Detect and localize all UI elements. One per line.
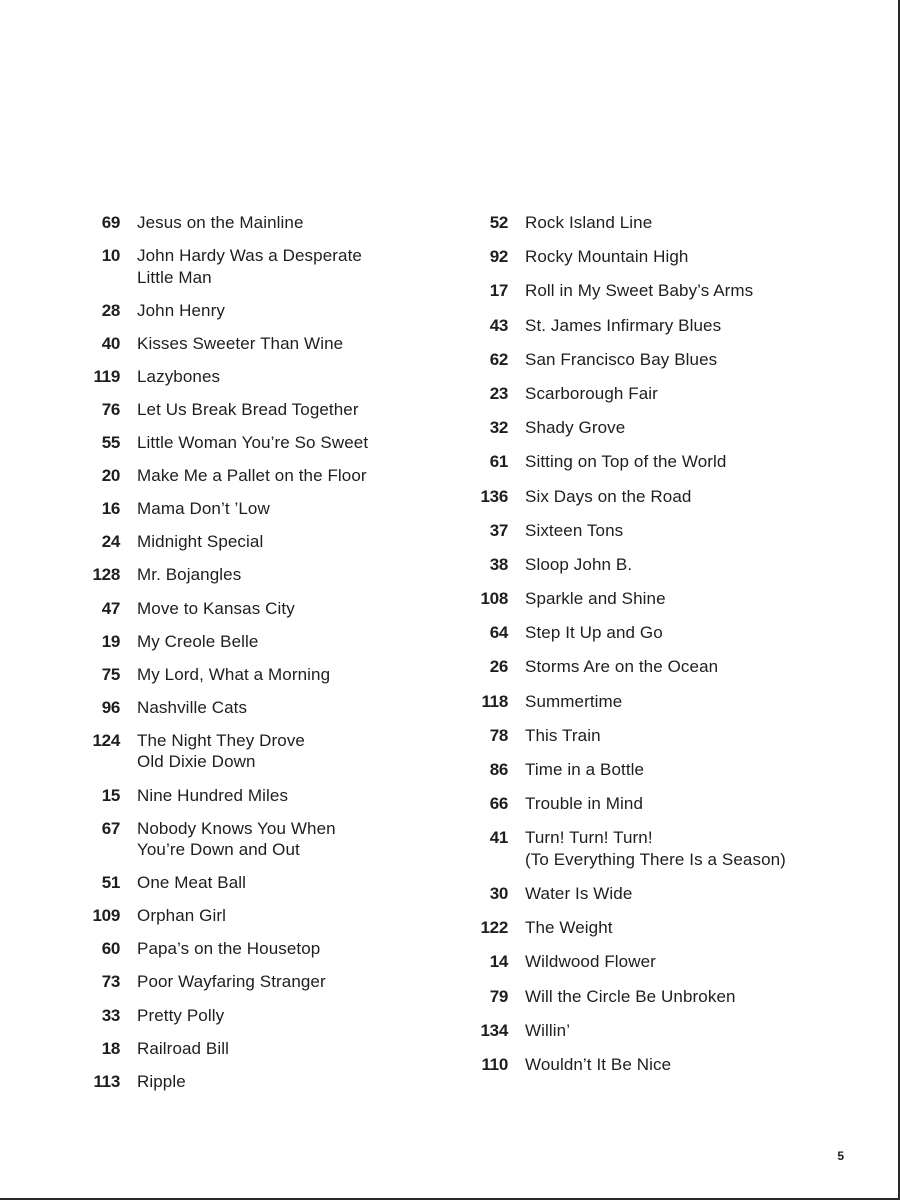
toc-entry-title: Midnight Special [137,532,264,552]
toc-entry-title: Willin’ [525,1020,571,1040]
toc-entry-page-number: 92 [489,247,508,267]
toc-entry [468,827,848,870]
toc-entry-page-number: 47 [101,598,120,618]
toc-entry-page-number: 113 [93,1071,120,1091]
toc-entry-title: The Night They Drove Old Dixie Down [137,730,305,772]
toc-entry-page-number: 52 [489,213,508,232]
toc-entry [80,1005,450,1027]
toc-entry-title: Trouble in Mind [525,794,644,814]
toc-entry-page-number: 55 [101,433,120,453]
toc-entry-page-number: 41 [489,828,508,848]
toc-entry [468,554,848,576]
toc-entry-page-number: 60 [101,939,120,959]
toc-entry-page-number: 14 [489,952,508,972]
toc-entry-title: Poor Wayfaring Stranger [137,972,326,992]
toc-entry-title: Turn! Turn! Turn! (To Everything There Is a Season) [525,828,786,869]
toc-entry-title: Rock Island Line [525,213,653,232]
toc-entry-title: Pretty Polly [137,1005,225,1025]
toc-entry-title: Rocky Mountain High [525,247,689,267]
toc-entry-page-number: 32 [489,418,508,438]
toc-entry-title: Nine Hundred Miles [137,785,289,805]
toc-entry [468,315,848,337]
toc-entry-title: Orphan Girl [137,906,226,926]
toc-entry-title: Move to Kansas City [137,598,295,618]
toc-entry-title: St. James Infirmary Blues [525,315,722,335]
toc-entry-title: The Weight [525,918,613,938]
toc-entry-page-number: 43 [489,315,508,335]
toc-entry [80,905,450,927]
toc-entry-page-number: 134 [480,1020,508,1040]
toc-entry [80,366,450,388]
toc-entry-title: Wouldn’t It Be Nice [525,1055,672,1074]
toc-entry-page-number: 108 [480,589,508,609]
toc-entry-page-number: 119 [93,366,120,386]
toc-entry [468,951,848,973]
toc-entry-page-number: 17 [489,281,508,301]
toc-entry-page-number: 37 [489,520,508,540]
toc-entry-title: Six Days on the Road [525,486,692,506]
toc-entry-title: Sixteen Tons [525,520,624,540]
toc-entry-title: Sloop John B. [525,554,633,574]
toc-entry-title: Mama Don’t ’Low [137,499,270,519]
toc-entry-page-number: 23 [489,383,508,403]
toc-entry [80,938,450,960]
toc-entry [80,631,450,653]
toc-entry [468,486,848,508]
toc-entry-page-number: 118 [481,691,508,711]
toc-entry-page-number: 28 [101,300,120,320]
toc-entry [80,697,450,719]
toc-entry-title: Lazybones [137,366,221,386]
toc-entry-page-number: 30 [489,884,508,904]
toc-entry [80,245,450,288]
toc-entry [468,246,848,268]
toc-entry-page-number: 10 [101,246,120,266]
toc-entry [80,785,450,807]
toc-entry-page-number: 110 [481,1055,508,1074]
toc-entry-page-number: 16 [101,499,120,519]
toc-entry-page-number: 79 [489,986,508,1006]
toc-entry-title: Nobody Knows You When You’re Down and Out [137,818,336,860]
toc-entry-page-number: 19 [101,631,120,651]
toc-entry [80,664,450,686]
toc-entry-title: Roll in My Sweet Baby’s Arms [525,281,754,301]
toc-entry-title: Sitting on Top of the World [525,452,727,472]
toc-entry-title: John Henry [137,300,225,320]
toc-entry [468,212,848,234]
toc-entry-page-number: 75 [101,664,120,684]
toc-entry-title: Wildwood Flower [525,952,656,972]
toc-entry [80,498,450,520]
toc-entry-title: My Lord, What a Morning [137,664,331,684]
toc-entry-page-number: 38 [489,554,508,574]
toc-entry-title: Sparkle and Shine [525,589,666,609]
toc-entry [468,759,848,781]
toc-entry [80,399,450,421]
toc-entry [468,349,848,371]
toc-entry [80,1038,450,1060]
toc-entry-title: This Train [525,725,601,745]
toc-entry-page-number: 128 [92,565,120,585]
toc-entry [80,1071,450,1093]
toc-entry [80,531,450,553]
toc-column-left [80,212,450,1104]
toc-entry-title: Ripple [137,1071,186,1091]
toc-entry [468,588,848,610]
toc-entry-page-number: 20 [101,466,120,486]
toc-entry [80,212,450,234]
toc-entry-title: Papa’s on the Housetop [137,939,321,959]
toc-entry-page-number: 61 [489,452,508,472]
toc-entry-title: Jesus on the Mainline [137,213,304,232]
toc-entry-page-number: 96 [101,697,120,717]
toc-entry-page-number: 136 [480,486,508,506]
toc-entry [80,432,450,454]
toc-entry [468,520,848,542]
toc-entry-page-number: 124 [92,730,120,750]
toc-entry-title: My Creole Belle [137,631,259,651]
toc-entry-page-number: 26 [489,657,508,677]
toc-entry [468,656,848,678]
toc-entry-page-number: 24 [101,532,120,552]
toc-entry-title: Summertime [525,691,623,711]
toc-entry-title: John Hardy Was a Desperate Little Man [137,246,362,287]
toc-entry-title: Scarborough Fair [525,383,658,403]
toc-entry [468,793,848,815]
toc-entry [80,598,450,620]
toc-entry-page-number: 78 [489,725,508,745]
toc-entry [468,883,848,905]
toc-entry [80,564,450,586]
toc-entry [80,333,450,355]
toc-entry-title: Storms Are on the Ocean [525,657,719,677]
toc-entry-title: Will the Circle Be Unbroken [525,986,736,1006]
toc-entry-page-number: 109 [92,906,120,926]
toc-entry-page-number: 15 [101,785,120,805]
toc-entry-title: One Meat Ball [137,873,247,893]
toc-entry [468,622,848,644]
toc-entry-page-number: 86 [489,760,508,779]
toc-entry-page-number: 122 [480,918,508,938]
toc-entry-title: Shady Grove [525,418,626,438]
toc-entry [468,383,848,405]
toc-entry [80,465,450,487]
toc-entry-page-number: 51 [101,873,120,893]
toc-entry-title: Little Woman You’re So Sweet [137,433,369,453]
toc-entry-title: Let Us Break Bread Together [137,399,359,419]
toc-entry-title: Time in a Bottle [525,760,645,779]
toc-entry [80,730,450,773]
toc-entry-page-number: 76 [101,399,120,419]
toc-entry-title: Step It Up and Go [525,623,663,643]
toc-entry-page-number: 69 [101,213,120,232]
toc-entry [468,1054,848,1076]
toc-column-right [468,212,848,1088]
toc-entry-title: Make Me a Pallet on the Floor [137,466,367,486]
toc-entry [468,451,848,473]
toc-entry [468,691,848,713]
toc-entry-page-number: 62 [489,349,508,369]
toc-entry [80,818,450,861]
toc-entry-page-number: 18 [101,1038,120,1058]
toc-entry [468,417,848,439]
toc-entry-page-number: 40 [101,333,120,353]
toc-entry-title: Mr. Bojangles [137,565,242,585]
toc-entry [80,300,450,322]
toc-entry-title: Water Is Wide [525,884,633,904]
toc-entry [468,280,848,302]
toc-entry-page-number: 64 [489,623,508,643]
toc-entry-page-number: 67 [101,818,120,838]
toc-entry [80,971,450,993]
toc-entry [468,917,848,939]
toc-entry-title: Nashville Cats [137,697,248,717]
toc-entry-page-number: 73 [101,972,120,992]
toc-entry [468,725,848,747]
toc-entry [468,1020,848,1042]
toc-entry-title: Kisses Sweeter Than Wine [137,333,344,353]
toc-entry [80,872,450,894]
toc-entry-title: San Francisco Bay Blues [525,349,718,369]
toc-entry [468,986,848,1008]
toc-entry-page-number: 66 [489,794,508,814]
toc-entry-page-number: 33 [101,1005,120,1025]
page-number: 5 [837,1149,844,1163]
toc-entry-title: Railroad Bill [137,1038,230,1058]
